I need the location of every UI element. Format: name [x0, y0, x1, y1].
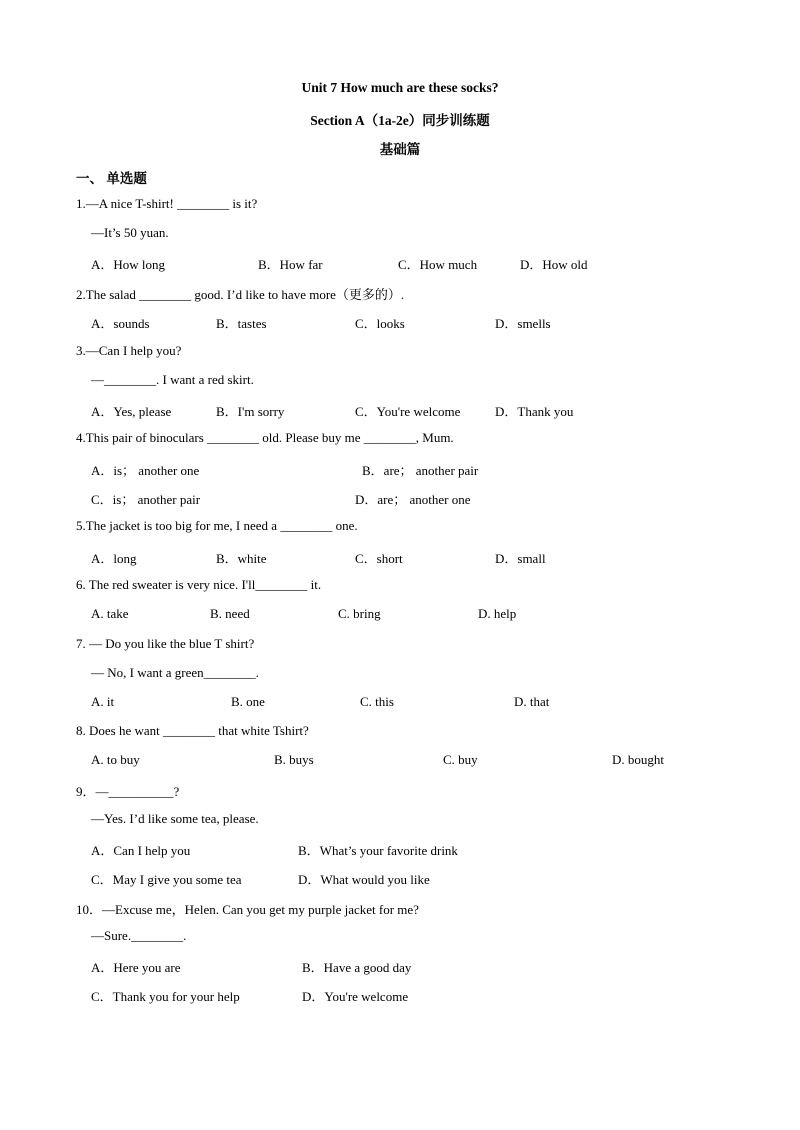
question-1-stem: 1.—A nice T-shirt! ________ is it? [76, 196, 258, 211]
question-4-option-b[interactable]: B．are； another pair [362, 463, 479, 478]
question-10-option-a[interactable]: A．Here you are [91, 960, 181, 975]
question-3-option-b[interactable]: B．I'm sorry [216, 404, 285, 419]
question-5-option-a[interactable]: A．long [91, 551, 137, 566]
question-7-option-c[interactable]: C. this [360, 694, 394, 709]
question-1-option-c[interactable]: C．How much [398, 257, 478, 272]
question-4-option-c[interactable]: C．is； another pair [91, 492, 201, 507]
question-2-option-d[interactable]: D．smells [495, 316, 551, 331]
question-9-option-c[interactable]: C．May I give you some tea [91, 872, 242, 887]
question-5-option-c[interactable]: C．short [355, 551, 403, 566]
question-6-option-d[interactable]: D. help [478, 606, 517, 621]
question-5-stem: 5.The jacket is too big for me, I need a ________ one. [76, 518, 358, 533]
question-7-option-a[interactable]: A. it [91, 694, 115, 709]
question-6-option-a[interactable]: A. take [91, 606, 129, 621]
question-7-option-d[interactable]: D. that [514, 694, 550, 709]
question-9-response: —Yes. I’d like some tea, please. [91, 811, 259, 826]
question-7-stem: 7. — Do you like the blue T shirt? [76, 636, 255, 651]
question-7-response: — No, I want a green________. [91, 665, 259, 680]
question-3-option-d[interactable]: D．Thank you [495, 404, 574, 419]
question-8-option-d[interactable]: D. bought [612, 752, 664, 767]
question-3-stem: 3.—Can I help you? [76, 343, 182, 358]
question-10-option-d[interactable]: D．You're welcome [302, 989, 409, 1004]
question-10-stem: 10．—Excuse me，Helen. Can you get my purple jacket for me? [76, 902, 419, 917]
question-3-option-a[interactable]: A．Yes, please [91, 404, 172, 419]
question-5-option-b[interactable]: B．white [216, 551, 267, 566]
question-9-option-a[interactable]: A．Can I help you [91, 843, 191, 858]
question-4-option-a[interactable]: A．is； another one [91, 463, 200, 478]
question-1-response: —It’s 50 yuan. [91, 225, 169, 240]
question-9-option-b[interactable]: B．What’s your favorite drink [298, 843, 458, 858]
question-1-option-a[interactable]: A．How long [91, 257, 166, 272]
question-2-option-c[interactable]: C．looks [355, 316, 405, 331]
question-1-option-b[interactable]: B．How far [258, 257, 323, 272]
question-8-option-a[interactable]: A. to buy [91, 752, 140, 767]
question-3-option-c[interactable]: C．You're welcome [355, 404, 461, 419]
worksheet-level: 基础篇 [379, 142, 421, 157]
question-6-option-b[interactable]: B. need [210, 606, 250, 621]
question-8-option-b[interactable]: B. buys [274, 752, 314, 767]
question-2-option-a[interactable]: A．sounds [91, 316, 150, 331]
question-1-option-d[interactable]: D．How old [520, 257, 588, 272]
question-9-option-d[interactable]: D．What would you like [298, 872, 430, 887]
question-8-option-c[interactable]: C. buy [443, 752, 478, 767]
question-6-stem: 6. The red sweater is very nice. I'll________ it. [76, 577, 322, 592]
question-3-response: —________. I want a red skirt. [91, 372, 254, 387]
question-2-stem: 2.The salad ________ good. I’d like to have more（更多的）. [76, 287, 405, 302]
question-4-stem: 4.This pair of binoculars ________ old. Please buy me ________, Mum. [76, 430, 454, 445]
worksheet-subtitle: Section A（1a-2e）同步训练题 [310, 113, 490, 128]
question-10-option-b[interactable]: B．Have a good day [302, 960, 412, 975]
question-7-option-b[interactable]: B. one [231, 694, 265, 709]
question-5-option-d[interactable]: D．small [495, 551, 546, 566]
question-8-stem: 8. Does he want ________ that white Tshirt? [76, 723, 309, 738]
question-2-option-b[interactable]: B．tastes [216, 316, 267, 331]
question-6-option-c[interactable]: C. bring [338, 606, 381, 621]
question-4-option-d[interactable]: D．are； another one [355, 492, 471, 507]
question-10-option-c[interactable]: C．Thank you for your help [91, 989, 240, 1004]
worksheet-title: Unit 7 How much are these socks? [301, 80, 499, 95]
question-10-response: —Sure.________. [91, 928, 187, 943]
question-9-stem: 9．—__________? [76, 784, 180, 799]
section-heading: 一、 单选题 [76, 171, 147, 186]
